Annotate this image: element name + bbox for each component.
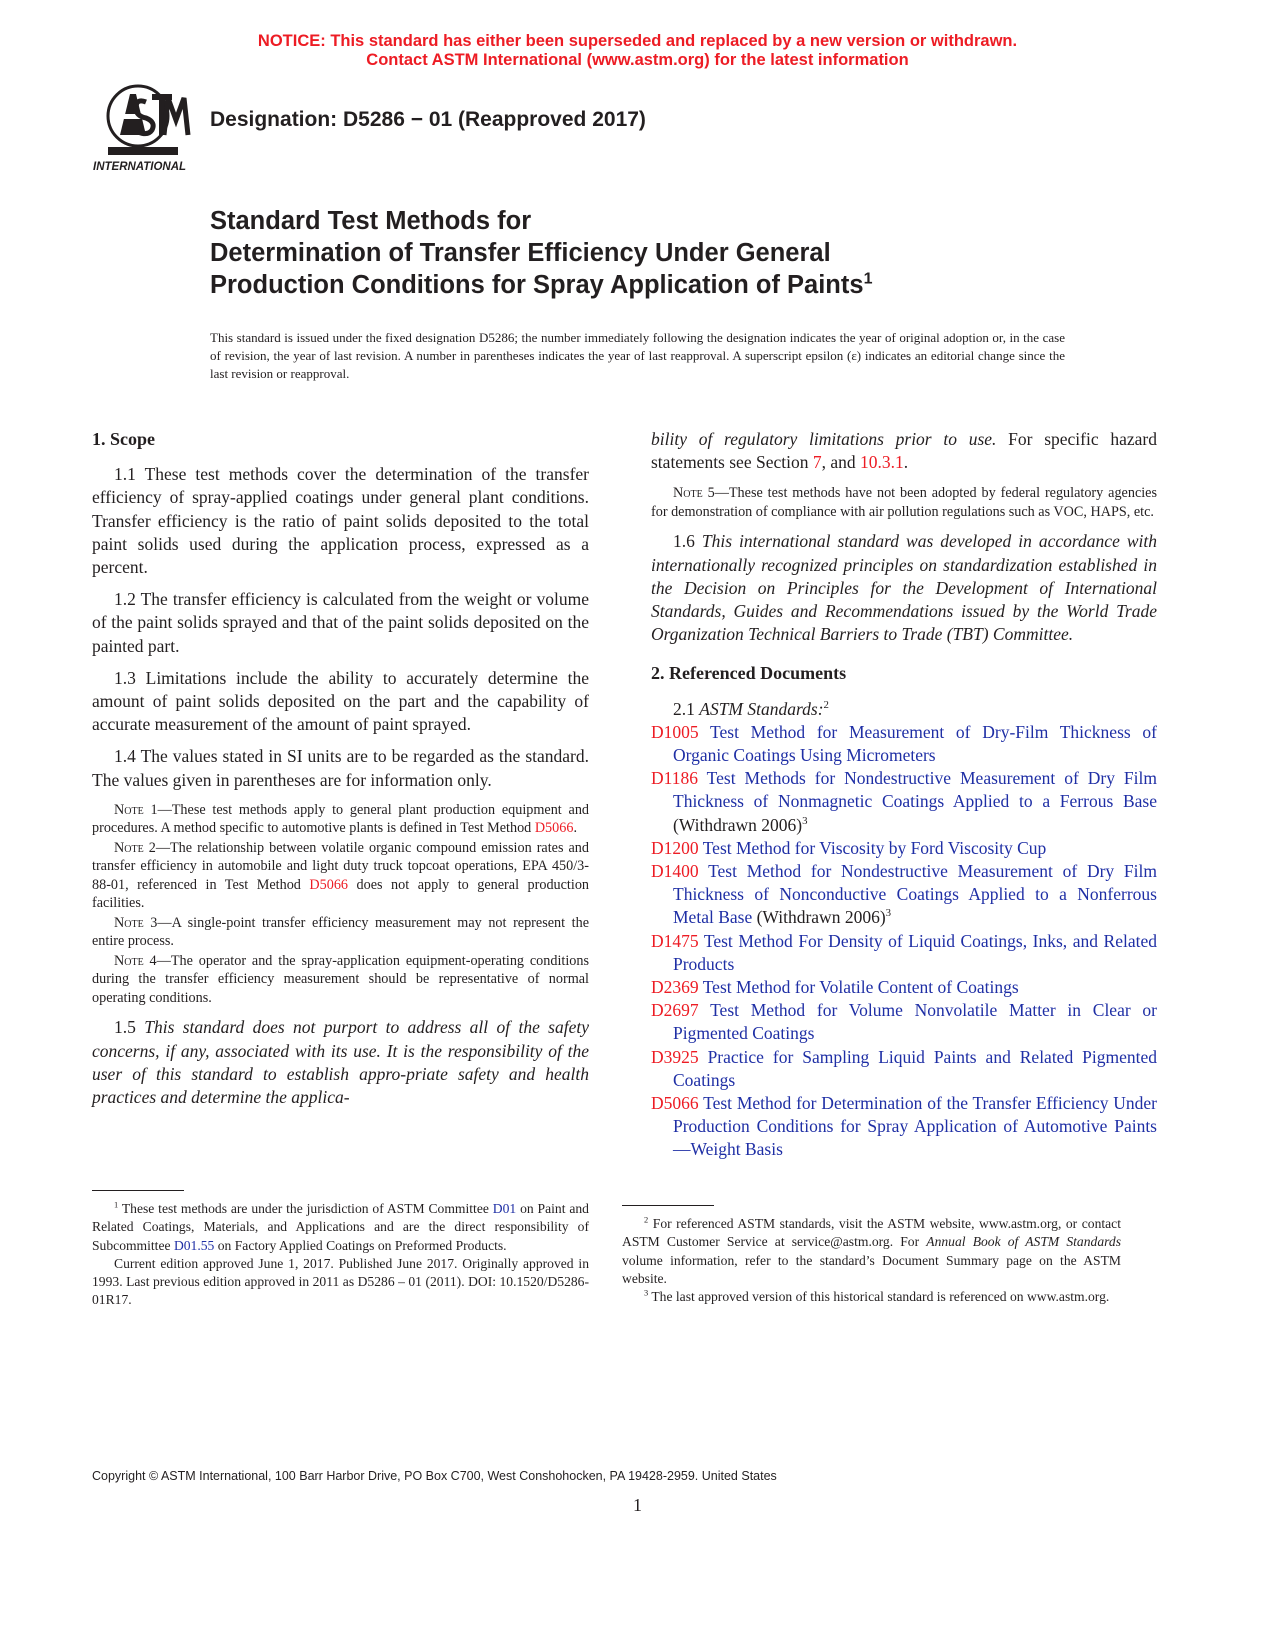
footnotes-left — [92, 1200, 589, 1310]
section-1-5-num: 1.5 — [114, 1017, 136, 1038]
note-1-text: —These test methods apply to general plant production equipment and procedures. A method specific to automotive plants is defined in Test Method — [92, 801, 590, 837]
reference-title-link[interactable]: Test Method For Density of Liquid Coatings, Inks, and Related Products — [673, 930, 1157, 974]
note-4-text: —The operator and the spray-application equipment-operating conditions during the transfer efficiency measurement should be representative of normal operating conditions. — [92, 952, 589, 1006]
note-1-label: Note 1 — [114, 801, 158, 818]
reference-item — [651, 721, 1157, 767]
section-1-1: 1.1 These test methods cover the determination of the transfer efficiency of spray-applied coatings under general plant conditions. Transfer efficiency is the ratio of paint solids deposited to the total paint solids used during the application process, expressed as a percent. — [92, 464, 589, 578]
title-line-2: Determination of Transfer Efficiency Under General — [210, 239, 831, 267]
note-2-end: does not apply to general production facilities. — [92, 876, 590, 912]
copyright: Copyright © ASTM International, 100 Barr Harbor Drive, PO Box C700, West Conshohocken, PA 19428-2959. United States — [92, 1469, 777, 1483]
note-2-text: —The relationship between volatile organic compound emission rates and transfer efficiency in automobile and light duty truck topcoat operations, EPA 450/3-88-01, referenced in Test Method — [92, 839, 589, 893]
title-line-1: Standard Test Methods for — [210, 207, 532, 235]
reference-item — [651, 1092, 1157, 1162]
section-1-5-mid: , and — [821, 452, 860, 473]
reference-code-link[interactable]: D1400 — [651, 861, 699, 882]
reference-item — [651, 999, 1157, 1045]
notice-banner — [0, 32, 1275, 70]
footnote-2 — [622, 1215, 1121, 1288]
title-footnote-mark[interactable]: 1 — [863, 270, 873, 288]
notice-line-1: NOTICE: This standard has either been superseded and replaced by a new version or withdrawn. — [257, 32, 1018, 50]
note-1 — [92, 801, 589, 838]
footnote-1-b: on Paint and Related Coatings, Materials, and Applications and are the direct responsibility of Subcommittee — [92, 1201, 589, 1253]
footnote-2-b: volume information, refer to the standard’s Document Summary page on the ASTM website. — [622, 1252, 1121, 1286]
section-1-3: 1.3 Limitations include the ability to accurately determine the amount of paint solids deposited on the part and the capability of accurate measurement of the amount of paint sprayed. — [92, 667, 589, 735]
reference-item — [651, 976, 1157, 999]
section-1-5-italic-cont: bility of regulatory limitations prior to use. — [651, 429, 997, 449]
section-1-5-rest: For specific hazard statements see Section — [651, 429, 1157, 473]
logo-text: INTERNATIONAL — [93, 161, 187, 173]
reference-item — [651, 860, 1157, 930]
reference-item — [651, 930, 1157, 976]
reference-code-link[interactable]: D3925 — [651, 1046, 699, 1067]
note-1-end: . — [573, 820, 577, 837]
reference-title-link[interactable]: Test Method for Measurement of Dry-Film Thickness of Organic Coatings Using Micrometers — [673, 721, 1157, 766]
reference-title-link[interactable]: Test Method for Volume Nonvolatile Matter in Clear or Pigmented Coatings — [673, 1000, 1157, 1044]
committee-d01-link[interactable]: D01 — [492, 1201, 517, 1216]
reference-item — [651, 767, 1157, 837]
left-column — [92, 428, 589, 1118]
note-5 — [651, 484, 1157, 521]
sub-label: ASTM Standards: — [699, 698, 824, 719]
footnote-2-a: For referenced ASTM standards, visit the ASTM website, www.astm.org, or contact ASTM Customer Service at service@astm.org. For — [622, 1216, 1121, 1250]
footnote-1 — [92, 1200, 589, 1255]
section-1-6-italic: This international standard was developed in accordance with internationally recognized principles on standardization established in the Decision on Principles for the Development of International Standards, Guides and Recommendations issued by the World Trade Organization Technical Barriers to Trade (TBT) Committee. — [651, 531, 1158, 645]
footnote-divider-left — [92, 1190, 184, 1191]
footnote-1-a: These test methods are under the jurisdiction of ASTM Committee — [118, 1201, 493, 1216]
note-2 — [92, 839, 589, 913]
section-1-4: 1.4 The values stated in SI units are to be regarded as the standard. The values given in parentheses are for information only. — [92, 746, 589, 790]
reference-title-link[interactable]: Test Methods for Nondestructive Measurement of Dry Film Thickness of Nonmagnetic Coatings Applied to a Ferrous Base — [673, 768, 1157, 812]
reference-title-link[interactable]: Practice for Sampling Liquid Paints and Related Pigmented Coatings — [673, 1046, 1157, 1090]
referenced-list — [651, 721, 1157, 1162]
reference-suffix: (Withdrawn 2006) — [752, 907, 886, 928]
referenced-heading: 2. Referenced Documents — [651, 663, 847, 684]
section-1-5-start — [92, 1016, 589, 1109]
section-1-2: 1.2 The transfer efficiency is calculated from the weight or volume of the paint solids sprayed and that of the paint solids deposited on the painted part. — [92, 589, 589, 656]
reference-footnote-mark[interactable]: 3 — [885, 907, 892, 920]
title-line-3-text: Production Conditions for Spray Application of Paints — [210, 271, 864, 299]
note-2-link[interactable]: D5066 — [309, 876, 349, 893]
reference-code-link[interactable]: D2369 — [651, 977, 699, 998]
note-5-label: Note 5 — [673, 485, 715, 502]
designation: Designation: D5286 − 01 (Reapproved 2017) — [210, 108, 646, 131]
reference-title-link[interactable]: Test Method for Nondestructive Measurement of Dry Film Thickness of Nonconductive Coatings Applied to a Nonferrous Metal Base — [673, 861, 1157, 928]
section-1-6 — [651, 530, 1157, 646]
title-line-3 — [210, 269, 1210, 301]
section-1-5-end: . — [903, 452, 909, 473]
section-10-3-1-link[interactable]: 10.3.1 — [860, 452, 904, 473]
note-3-label: Note 3 — [114, 914, 158, 931]
note-1-link[interactable]: D5066 — [534, 820, 574, 837]
reference-title-link[interactable]: Test Method for Viscosity by Ford Viscosity Cup — [702, 837, 1047, 858]
section-1-5-cont — [651, 428, 1157, 474]
footnote-3 — [622, 1288, 1121, 1306]
footnote-1-mark: 1 — [114, 1199, 119, 1210]
subcommittee-d01-55-link[interactable]: D01.55 — [173, 1237, 215, 1253]
current-edition: Current edition approved June 1, 2017. Published June 2017. Originally approved in 1993. Last previous edition approved in 2011 as D5286 – 01 (2011). DOI: 10.1520/D5286-01R17. — [92, 1255, 589, 1308]
reference-code-link[interactable]: D1200 — [651, 837, 699, 858]
reference-title-link[interactable]: Test Method for Determination of the Transfer Efficiency Under Production Conditions for Spray Application of Automotive Paints—Weight Basis — [673, 1093, 1157, 1160]
footnote-3-mark: 3 — [644, 1287, 649, 1298]
note-4 — [92, 952, 589, 1008]
scope-heading: 1. Scope — [92, 429, 155, 449]
section-1-6-num: 1.6 — [673, 531, 695, 552]
page-number: 1 — [633, 1495, 642, 1515]
reference-code-link[interactable]: D1186 — [651, 768, 698, 789]
footnotes-right — [622, 1215, 1121, 1306]
footnote-2-italic: Annual Book of ASTM Standards — [926, 1234, 1121, 1250]
reference-code-link[interactable]: D5066 — [651, 1093, 699, 1114]
sub-num: 2.1 — [673, 698, 695, 719]
reference-code-link[interactable]: D1475 — [651, 930, 699, 951]
astm-logo-icon — [90, 80, 200, 176]
note-2-label: Note 2 — [114, 839, 156, 856]
notice-line-2: Contact ASTM International (www.astm.org) for the latest information — [366, 51, 909, 69]
footnote-2-mark: 2 — [644, 1214, 649, 1225]
reference-suffix: (Withdrawn 2006) — [673, 814, 803, 835]
reference-item — [651, 1046, 1157, 1092]
astm-standards-label — [651, 698, 1157, 721]
reference-item — [651, 837, 1157, 860]
note-5-text: —These test methods have not been adopted by federal regulatory agencies for demonstration of compliance with air pollution regulations such as VOC, HAPS, etc. — [651, 485, 1157, 520]
note-3-text: —A single-point transfer efficiency measurement may not represent the entire process. — [92, 914, 589, 950]
reference-code-link[interactable]: D2697 — [651, 1000, 699, 1021]
issued-note: This standard is issued under the fixed designation D5286; the number immediately following the designation indicates the year of original adoption or, in the case of revision, the year of last revision. A number in parentheses indicates the year of last reapproval. A superscript epsilon (ε) indicates an editorial change since the last revision or reapproval. — [210, 330, 1065, 381]
reference-title-link[interactable]: Test Method for Volatile Content of Coatings — [702, 977, 1019, 998]
note-4-label: Note 4 — [114, 952, 157, 969]
footnote-3-text: The last approved version of this historical standard is referenced on www.astm.org. — [648, 1289, 1110, 1305]
reference-code-link[interactable]: D1005 — [651, 721, 699, 742]
section-7-link[interactable]: 7 — [812, 452, 822, 473]
note-3 — [92, 914, 589, 951]
reference-footnote-mark[interactable]: 3 — [802, 814, 808, 827]
footnote-1-c: on Factory Applied Coatings on Preformed Products. — [214, 1237, 507, 1253]
document-title — [210, 205, 1210, 301]
right-column — [651, 428, 1157, 1162]
section-1-5-italic: This standard does not purport to address all of the safety concerns, if any, associated with its use. It is the responsibility of the user of this standard to establish appro-priate safety and health practices and determine the applica- — [92, 1017, 589, 1107]
footnote-divider-right — [622, 1205, 714, 1206]
sub-mark[interactable]: 2 — [823, 698, 829, 711]
